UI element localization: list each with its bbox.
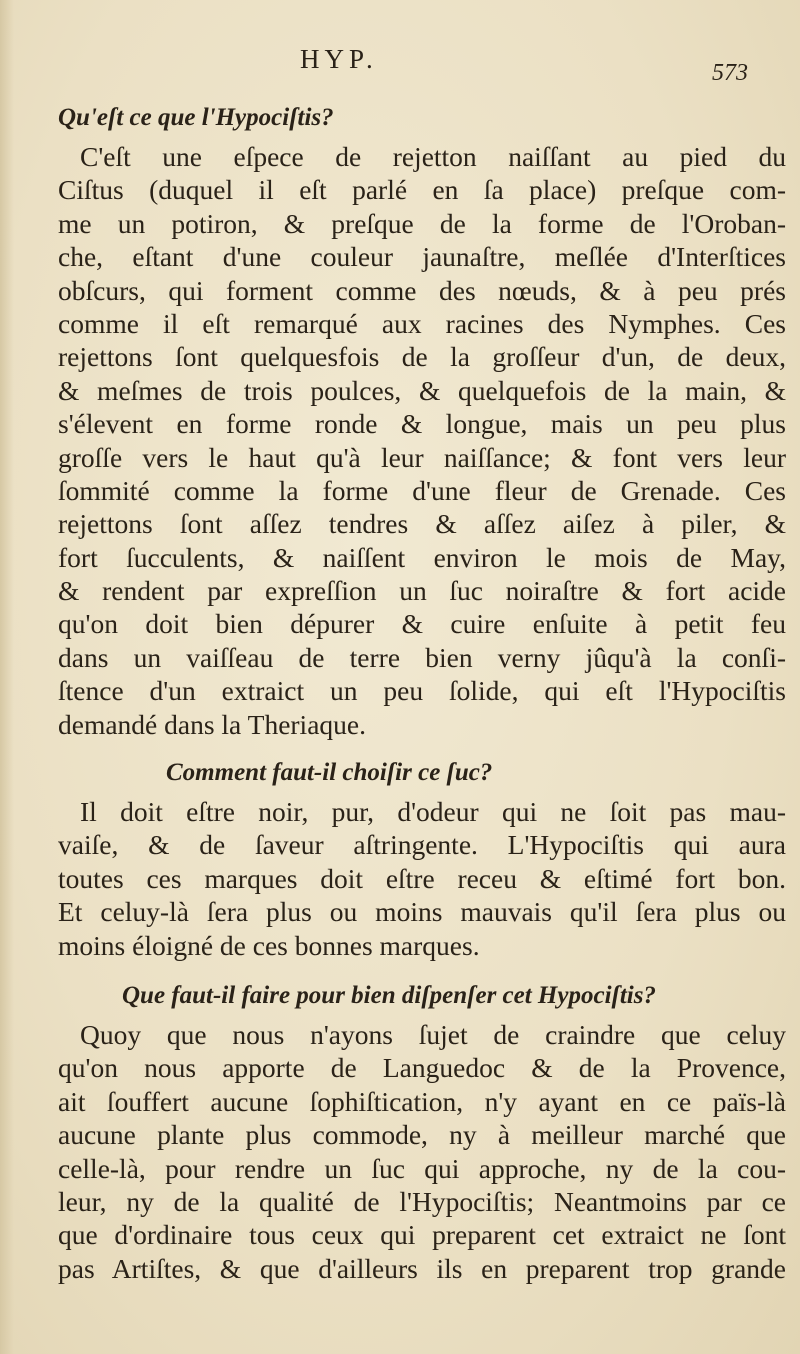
section-body-3 [58,1018,786,1285]
section-body-1 [58,140,786,741]
page-number: 573 [712,60,748,86]
text-line: & rendent par expreſſion un ſuc noiraſtre & fort acide [58,575,786,607]
text-line: Et celuy-là ſera plus ou moins mauvais qu'il ſera plus ou [58,896,786,928]
text-line: & meſmes de trois poulces, & quelquefois de la main, & [58,374,786,406]
text-line: rejettons ſont quelquesfois de la groſſeur d'un, de deux, [58,341,786,373]
text-line: Quoy que nous n'ayons ſujet de craindre que celuy [80,1018,786,1050]
text-line: Il doit eſtre noir, pur, d'odeur qui ne ſoit pas mau- [80,796,786,828]
page-gutter-shadow [0,0,14,1354]
text-line: qu'on doit bien dépurer & cuire enſuite à petit feu [58,608,786,640]
text-line: leur, ny de la qualité de l'Hypociſtis; Neantmoins par ce [58,1185,786,1217]
text-line: aucune plante plus commode, ny à meilleur marché que [58,1119,786,1151]
text-line: moins éloigné de ces bonnes marques. [58,929,480,961]
text-line: rejettons ſont aſſez tendres & aſſez aiſez à piler, & [58,508,786,540]
text-body [58,96,786,1285]
section-heading-hypocistis: Qu'eſt ce que l'Hypociſtis? [58,104,334,131]
text-line: ait ſouffert aucune ſophiſtication, n'y ayant en ce païs-là [58,1085,786,1117]
text-line: che, eſtant d'une couleur jaunaſtre, meſlée d'Interſtices [58,241,786,273]
page-header [0,44,800,84]
text-line: toutes ces marques doit eſtre receu & eſtimé fort bon. [58,862,786,894]
text-line: demandé dans la Theriaque. [58,708,366,740]
section-spacer [58,741,786,751]
text-line: s'élevent en forme ronde & longue, mais un peu plus [58,408,786,440]
text-line: fort ſucculents, & naiſſent environ le mois de May, [58,541,786,573]
text-line: ſommité comme la forme d'une fleur de Grenade. Ces [58,474,786,506]
text-line: celle-là, pour rendre un ſuc qui approche, ny de la cou- [58,1152,786,1184]
running-head: HYP. [300,44,378,74]
text-line: obſcurs, qui forment comme des nœuds, & à peu prés [58,274,786,306]
section-body-2 [58,795,786,962]
text-line: pas Artiſtes, & que d'ailleurs ils en preparent trop grande [58,1252,786,1284]
text-line: dans un vaiſſeau de terre bien verny jûqu'à la conſi- [58,641,786,673]
text-line: comme il eſt remarqué aux racines des Nymphes. Ces [58,307,786,339]
text-line: me un potiron, & preſque de la forme de l'Oroban- [58,207,786,239]
text-line: qu'on nous apporte de Languedoc & de la Provence, [58,1052,786,1084]
section-spacer [58,962,786,974]
text-line: groſſe vers le haut qu'à leur naiſſance; & font vers leur [58,441,786,473]
section-heading-choose: Comment faut-il choiſir ce ſuc? [166,759,493,787]
text-line: ſtence d'un extraict un peu ſolide, qui eſt l'Hypociſtis [58,675,786,707]
text-line: Ciſtus (duquel il eſt parlé en ſa place) preſque com- [58,174,786,206]
text-line: C'eſt une eſpece de rejetton naiſſant au pied du [80,141,786,172]
text-line: vaiſe, & de ſaveur aſtringente. L'Hypociſtis qui aura [58,829,786,861]
text-line: que d'ordinaire tous ceux qui preparent cet extraict ne ſont [58,1219,786,1251]
section-heading-dispense: Que faut-il faire pour bien diſpenſer cet Hypociſtis? [122,981,656,1009]
